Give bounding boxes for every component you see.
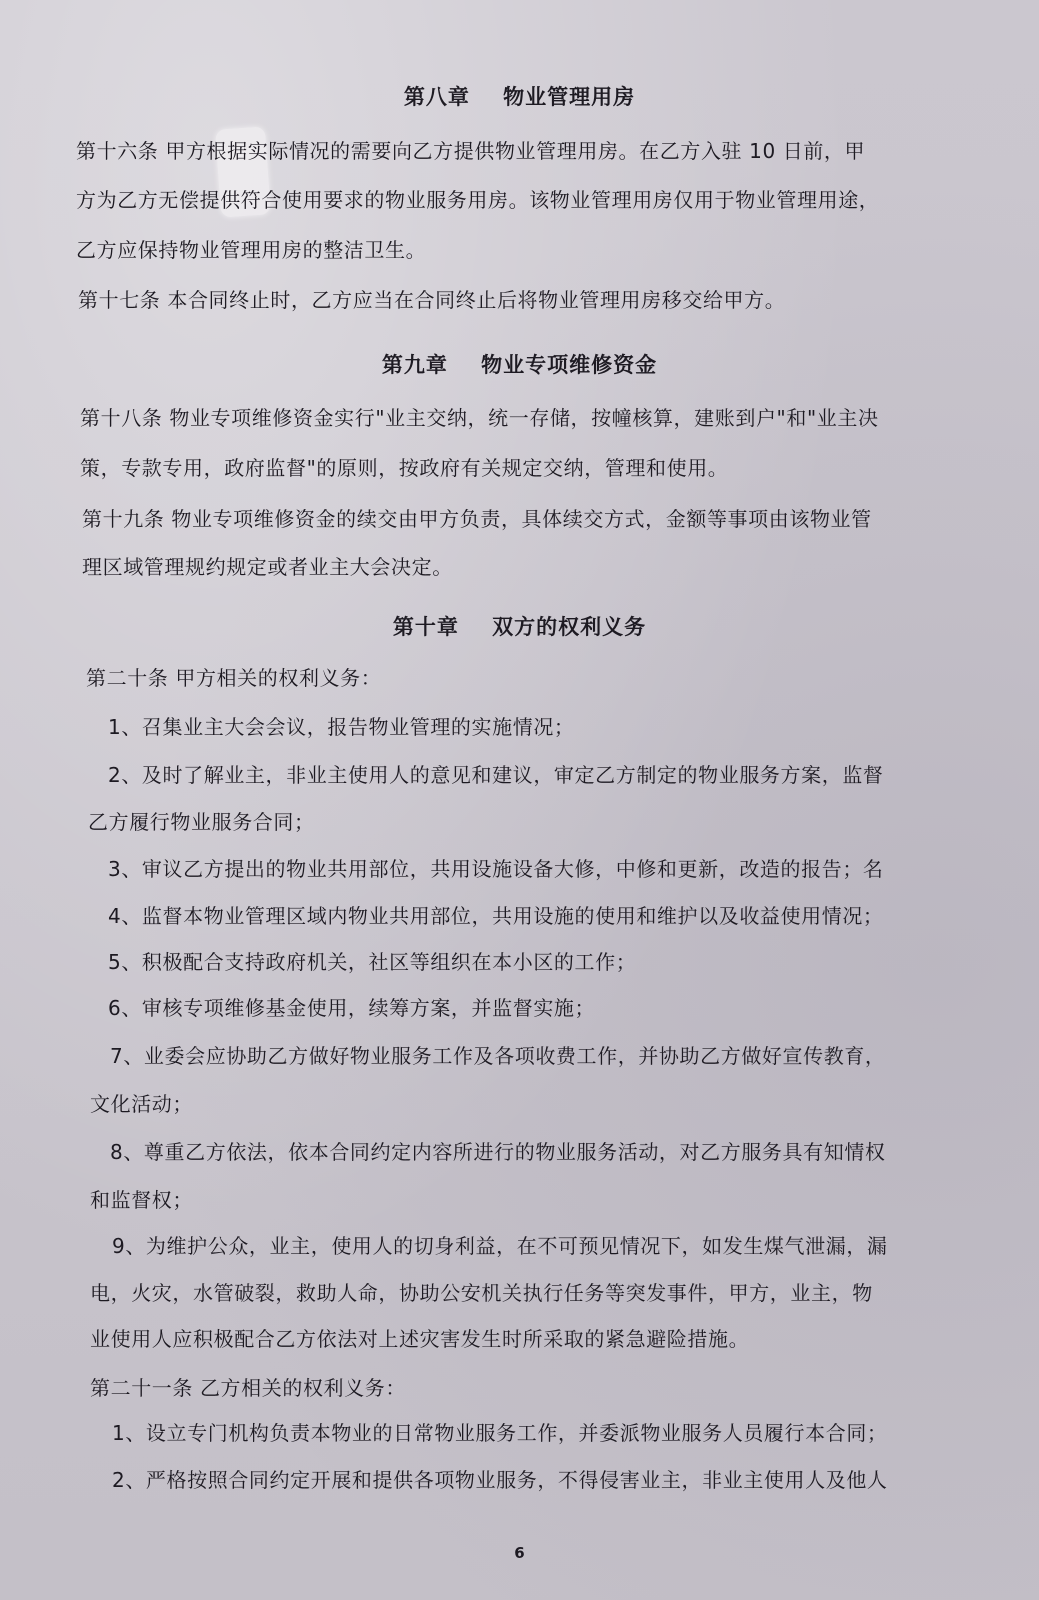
- article-20-item-9-line-3: 业使用人应积极配合乙方依法对上述灾害发生时所采取的紧急避险措施。: [90, 1327, 750, 1351]
- chapter-9-title: 第九章 物业专项维修资金: [381, 353, 658, 377]
- article-18-line-1: 第十八条 物业专项维修资金实行"业主交纳，统一存储，按幢核算，建账到户"和"业主决: [80, 406, 879, 430]
- article-20-item-1: 1、召集业主大会会议，报告物业管理的实施情况；: [108, 715, 575, 739]
- article-20-item-9-line-2: 电，火灾，水管破裂，救助人命，协助公安机关执行任务等突发事件，甲方，业主，物: [90, 1281, 873, 1305]
- article-20-item-8-line-2: 和监督权；: [90, 1188, 193, 1212]
- article-20-item-6: 6、审核专项维修基金使用，续筹方案，并监督实施；: [108, 996, 596, 1020]
- article-16-line-2: 方为乙方无偿提供符合使用要求的物业服务用房。该物业管理用房仅用于物业管理用途，: [76, 188, 880, 212]
- article-20-item-2-line-1: 2、及时了解业主，非业主使用人的意见和建议，审定乙方制定的物业服务方案，监督: [108, 763, 884, 787]
- article-21-item-1: 1、设立专门机构负责本物业的日常物业服务工作，并委派物业服务人员履行本合同；: [112, 1421, 888, 1445]
- article-20-title: 第二十条 甲方相关的权利义务：: [86, 666, 382, 690]
- article-19-line-1: 第十九条 物业专项维修资金的续交由甲方负责，具体续交方式，金额等事项由该物业管: [82, 507, 872, 531]
- page-number: 6: [514, 1544, 525, 1562]
- article-20-item-2-line-2: 乙方履行物业服务合同；: [88, 810, 315, 834]
- article-20-item-4: 4、监督本物业管理区域内物业共用部位，共用设施的使用和维护以及收益使用情况；: [108, 904, 884, 928]
- article-20-item-9-line-1: 9、为维护公众，业主，使用人的切身利益，在不可预见情况下，如发生煤气泄漏，漏: [112, 1234, 888, 1258]
- article-18-line-2: 策，专款专用，政府监督"的原则，按政府有关规定交纳，管理和使用。: [80, 456, 729, 480]
- article-20-item-7-line-1: 7、业委会应协助乙方做好物业服务工作及各项收费工作，并协助乙方做好宣传教育，: [110, 1044, 886, 1068]
- article-19-line-2: 理区域管理规约规定或者业主大会决定。: [82, 555, 453, 579]
- article-16-line-1: 第十六条 甲方根据实际情况的需要向乙方提供物业管理用房。在乙方入驻 10 日前，甲: [76, 139, 866, 163]
- article-20-item-3: 3、审议乙方提出的物业共用部位，共用设施设备大修，中修和更新，改造的报告；名: [108, 857, 884, 881]
- article-21-item-2: 2、严格按照合同约定开展和提供各项物业服务，不得侵害业主，非业主使用人及他人: [112, 1468, 888, 1492]
- article-21-title: 第二十一条 乙方相关的权利义务：: [90, 1376, 406, 1400]
- article-20-item-8-line-1: 8、尊重乙方依法，依本合同约定内容所进行的物业服务活动，对乙方服务具有知情权: [110, 1140, 886, 1164]
- article-20-item-5: 5、积极配合支持政府机关，社区等组织在本小区的工作；: [108, 950, 637, 974]
- chapter-10-title: 第十章 双方的权利义务: [392, 615, 647, 639]
- chapter-8-title: 第八章 物业管理用房: [403, 85, 636, 109]
- article-16-line-3: 乙方应保持物业管理用房的整洁卫生。: [76, 238, 427, 262]
- article-20-item-7-line-2: 文化活动；: [90, 1092, 193, 1116]
- article-17-line-1: 第十七条 本合同终止时，乙方应当在合同终止后将物业管理用房移交给甲方。: [78, 288, 786, 312]
